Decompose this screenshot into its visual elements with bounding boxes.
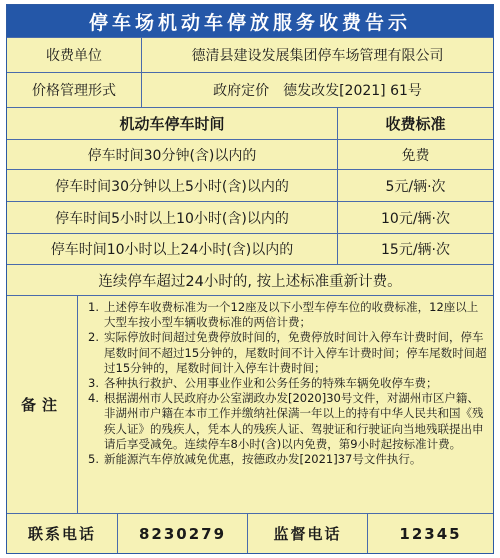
fee-row-time: 停车时间30分钟以上5小时(含)以内的	[55, 178, 289, 195]
continuous-parking-row	[7, 264, 493, 295]
note-item	[88, 300, 487, 330]
fee-row-amount: 10元/辆·次	[337, 202, 493, 233]
note-number: 4.	[88, 391, 99, 406]
notice-title: 停车场机动车停放服务收费告示	[7, 5, 493, 37]
note-number: 3.	[88, 376, 99, 391]
note-text: 新能源汽车停放减免优惠，按德政办发[2021]37号文件执行。	[104, 452, 422, 467]
fee-row	[7, 233, 493, 264]
note-number: 5.	[88, 452, 99, 467]
fee-table-header	[7, 107, 493, 139]
continuous-parking-note: 连续停车超过24小时的, 按上述标准重新计费。	[98, 273, 402, 290]
fee-row	[7, 139, 493, 169]
fee-row-time: 停车时间5小时以上10小时(含)以内的	[55, 210, 289, 227]
price-value: 政府定价 德发改发[2021] 61号	[141, 73, 493, 107]
supervise-phone-value: 12345	[367, 514, 493, 553]
note-item	[88, 452, 487, 467]
note-number: 1.	[88, 300, 99, 314]
fee-notice-board	[6, 4, 494, 554]
note-text: 根据湖州市人民政府办公室湖政办发[2020]30号文件，对湖州市区户籍、非湖州市户籍在本市工作并缴纳社保满一年以上的持有中华人民共和国《残疾人证》的残疾人，凭本人的残疾人证、驾驶证和行驶证向当地残联提出申请后享受减免。连续停车8小时(含)以内免费，第9小时起按标准计费。	[104, 391, 484, 451]
contact-phone-value: 8230279	[117, 514, 247, 553]
note-text: 实际停放时间超过免费停放时间的，免费停放时间计入停车计费时间，停车尾数时间不超过15分钟的，尾数时间不计入停车计费时间；停车尾数时间超过15分钟的，尾数时间计入停车计费时间；	[104, 330, 487, 375]
note-text: 上述停车收费标准为一个12座及以下小型车停车位的收费标准，12座以上大型车按小型车辆收费标准的两倍计费；	[104, 300, 479, 330]
fee-row-amount: 15元/辆·次	[337, 234, 493, 264]
time-column-header: 机动车停车时间	[119, 115, 225, 133]
notes-section	[7, 295, 493, 513]
note-number: 2.	[88, 330, 99, 345]
notes-label: 备注	[20, 396, 63, 414]
fee-row-amount: 免费	[337, 140, 493, 169]
fee-row-time: 停车时间30分钟(含)以内的	[87, 147, 257, 164]
supervise-phone-label: 监督电话	[247, 514, 367, 553]
note-item	[88, 391, 487, 452]
unit-label: 收费单位	[46, 48, 102, 64]
note-text: 各种执行救护、公用事业作业和公务任务的特殊车辆免收停车费；	[104, 376, 438, 391]
notes-body	[77, 296, 493, 513]
unit-value: 德清县建设发展集团停车场管理有限公司	[141, 38, 493, 72]
fee-row	[7, 201, 493, 233]
note-item	[88, 376, 487, 391]
fee-row-time: 停车时间10小时以上24小时(含)以内的	[50, 242, 294, 258]
unit-row	[7, 37, 493, 72]
fee-row	[7, 169, 493, 201]
fee-row-amount: 5元/辆·次	[337, 170, 493, 201]
price-label: 价格管理形式	[32, 83, 116, 99]
note-item	[88, 330, 487, 376]
contact-row	[7, 513, 493, 553]
fee-column-header: 收费标准	[337, 108, 493, 139]
contact-phone-label: 联系电话	[27, 525, 96, 543]
price-row	[7, 72, 493, 107]
